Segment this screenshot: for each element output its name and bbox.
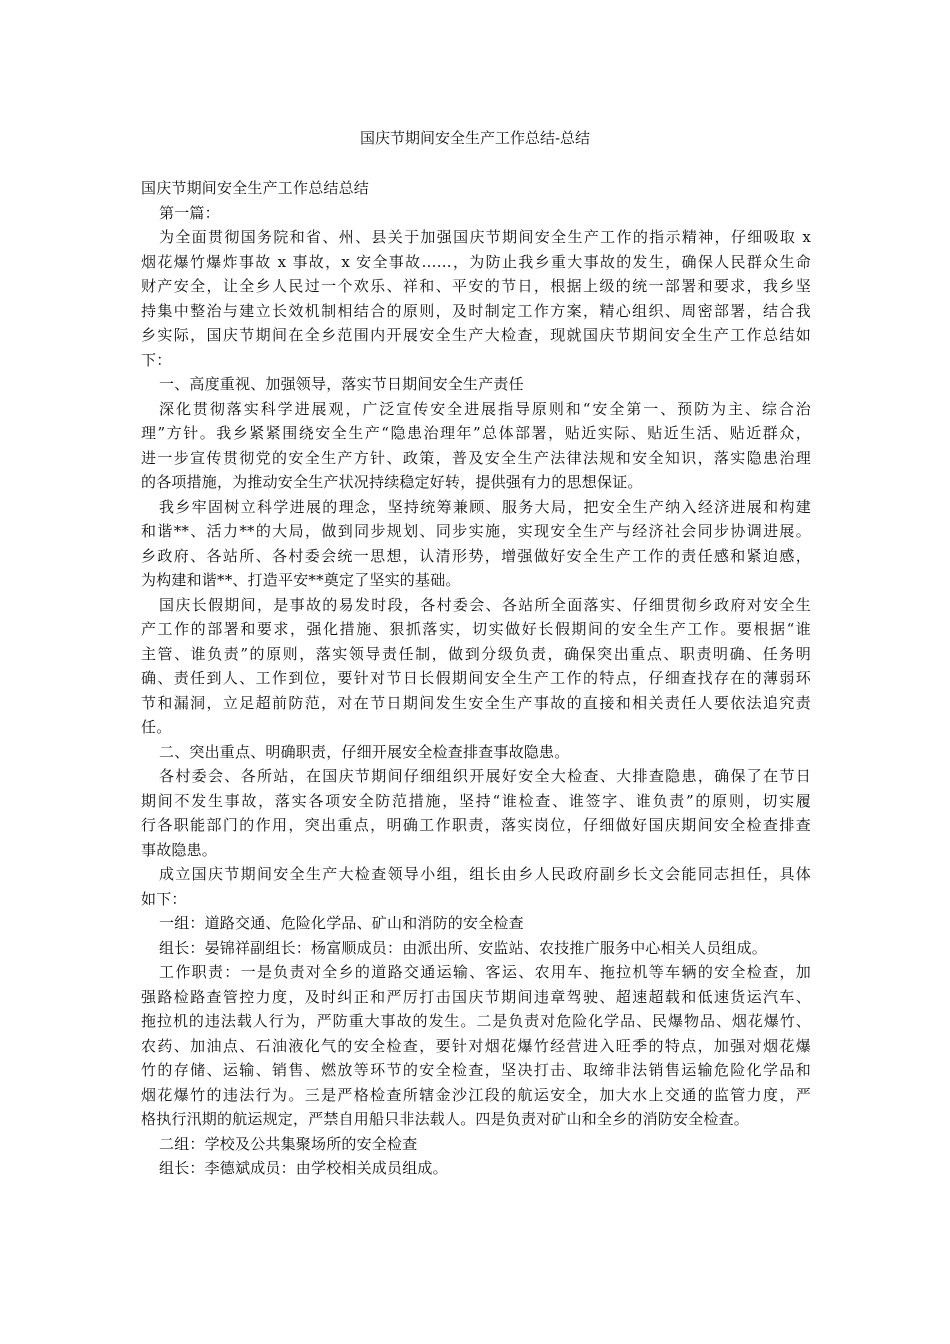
text-line: 和谐**、活力**的大局，做到同步规划、同步实施，实现安全生产与经济社会同步协调进展。: [141, 522, 811, 540]
text-line: 烟花爆竹的违法行为。三是严格检查所辖金沙江段的航运安全，加大水上交通的监管力度，严: [141, 1085, 811, 1104]
text-line: 第一篇：: [159, 203, 220, 222]
text-line: 如下：: [141, 889, 187, 908]
text-line: 格执行汛期的航运规定，严禁自用船只非法载人。四是负责对矿山和全乡的消防安全检查。: [141, 1110, 750, 1128]
text-line: 深化贯彻落实科学进展观，广泛宣传安全进展指导原则和“安全第一、预防为主、综合治: [159, 399, 811, 418]
text-line: 行各职能部门的作用，突出重点，明确工作职责，落实岗位，仔细做好国庆期间安全检查排查: [141, 816, 811, 834]
text-line: 农药、加油点、石油液化气的安全检查，要针对烟花爆竹经营进入旺季的特点，加强对烟花爆: [141, 1036, 811, 1055]
text-line: 一组：道路交通、危险化学品、矿山和消防的安全检查: [159, 914, 524, 932]
text-line: 二组：学校及公共集聚场所的安全检查: [159, 1134, 418, 1153]
text-line: 理”方针。我乡紧紧围绕安全生产“隐患治理年”总体部署，贴近实际、贴近生活、贴近群众，: [141, 424, 811, 442]
text-line: 组长：晏锦祥副组长：杨富顺成员：由派出所、安监站、农技推广服务中心相关人员组成。: [159, 938, 768, 957]
text-line: 的各项措施，为推动安全生产状况持续稳定好转，提供强有力的思想保证。: [141, 473, 643, 491]
text-line: 产工作的部署和要求，强化措施、狠抓落实，切实做好长假期间的安全生产工作。要根据“谁: [141, 620, 811, 638]
text-line: 竹的存储、运输、销售、燃放等环节的安全检查，坚决打击、取缔非法销售运输危险化学品和: [141, 1061, 811, 1079]
text-line: 国庆长假期间，是事故的易发时段，各村委会、各站所全面落实、仔细贯彻乡政府对安全生: [159, 595, 811, 614]
text-line: 强路检路查管控力度，及时纠正和严厉打击国庆节期间违章驾驶、超速超载和低速货运汽车、: [141, 987, 811, 1006]
document-title: 国庆节期间安全生产工作总结-总结: [359, 129, 591, 147]
text-line: 下：: [141, 350, 172, 369]
text-line: 成立国庆节期间安全生产大检查领导小组，组长由乡人民政府副乡长文会能同志担任，具体: [159, 865, 811, 883]
text-line: 二、突出重点、明确职责，仔细开展安全检查排查事故隐患。: [159, 742, 570, 761]
text-line: 事故隐患。: [141, 840, 218, 859]
text-line: 节和漏洞，立足超前防范，对在节日期间发生安全生产事故的直接和相关责任人要依法追究责: [141, 693, 811, 712]
text-line: 烟花爆竹爆炸事故 x 事故，x 安全事故……，为防止我乡重大事故的发生，确保人民群众生命: [141, 252, 811, 271]
text-line: 我乡牢固树立科学进展的理念，坚持统筹兼顾、服务大局，把安全生产纳入经济进展和构建: [159, 497, 811, 516]
text-line: 确、责任到人、工作到位，要针对节日长假期间安全生产工作的特点，仔细查找存在的薄弱环: [141, 669, 811, 687]
text-line: 国庆节期间安全生产工作总结总结: [141, 179, 370, 197]
text-line: 持集中整治与建立长效机制相结合的原则，及时制定工作方案，精心组织、周密部署，结合我: [141, 301, 811, 320]
text-line: 主管、谁负责”的原则，落实领导责任制，做到分级负责，确保突出重点、职责明确、任务明: [141, 644, 811, 663]
text-line: 各村委会、各所站，在国庆节期间仔细组织开展好安全大检查、大排查隐患，确保了在节日: [159, 767, 811, 785]
text-line: 乡政府、各站所、各村委会统一思想，认清形势，增强做好安全生产工作的责任感和紧迫感，: [141, 546, 811, 565]
text-line: 财产安全，让全乡人民过一个欢乐、祥和、平安的节日，根据上级的统一部署和要求，我乡坚: [141, 277, 811, 295]
text-line: 任。: [141, 718, 172, 736]
text-line: 进一步宣传贯彻党的安全生产方针、政策，普及安全生产法律法规和安全知识，落实隐患治理: [141, 448, 811, 467]
text-line: 组长：李德斌成员：由学校相关成员组成。: [159, 1159, 448, 1177]
text-line: 为全面贯彻国务院和省、州、县关于加强国庆节期间安全生产工作的指示精神，仔细吸取 x: [159, 228, 811, 246]
text-line: 工作职责：一是负责对全乡的道路交通运输、客运、农用车、拖拉机等车辆的安全检查，加: [159, 963, 811, 981]
text-line: 为构建和谐**、打造平安**奠定了坚实的基础。: [141, 571, 461, 589]
text-line: 一、高度重视、加强领导，落实节日期间安全生产责任: [159, 375, 524, 393]
text-line: 拖拉机的违法载人行为，严防重大事故的发生。二是负责对危险化学品、民爆物品、烟花爆竹、: [141, 1012, 811, 1030]
text-line: 期间不发生事故，落实各项安全防范措施，坚持“谁检查、谁签字、谁负责”的原则，切实履: [141, 791, 811, 810]
text-line: 乡实际，国庆节期间在全乡范围内开展安全生产大检查，现就国庆节期间安全生产工作总结如: [141, 326, 811, 344]
document-body: [141, 176, 811, 1181]
